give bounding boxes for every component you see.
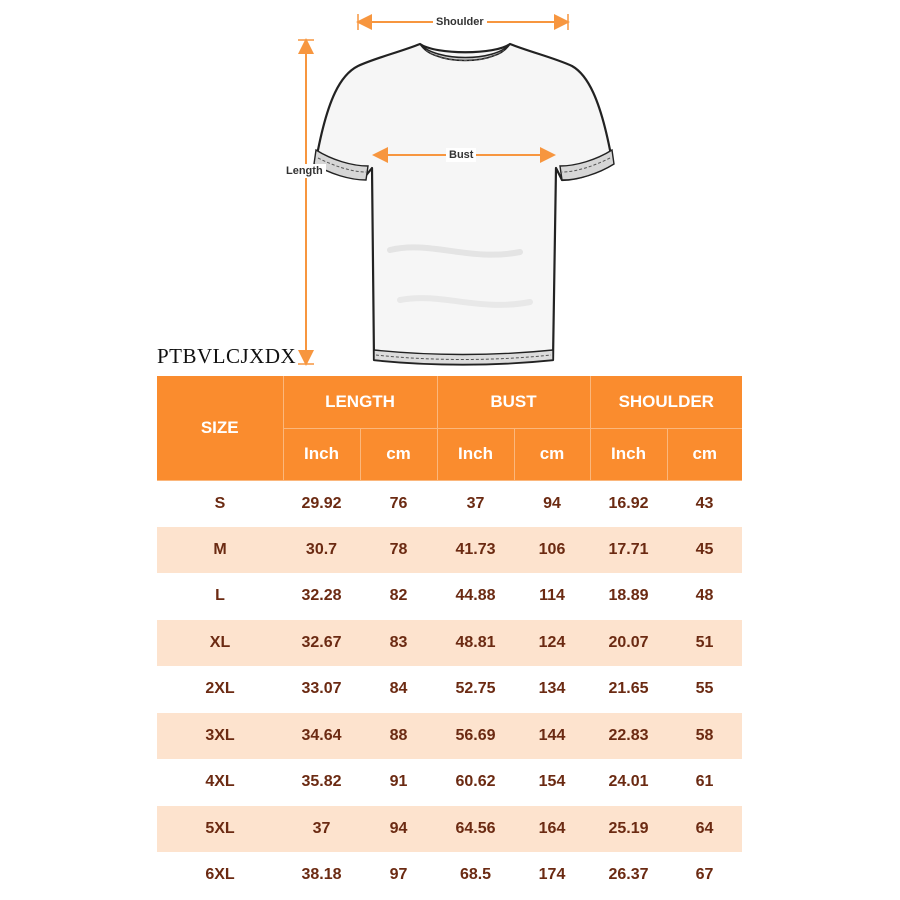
measurement-cell: 48 <box>695 587 714 605</box>
measurement-cell: 55 <box>695 680 714 698</box>
size-cell: XL <box>209 633 231 651</box>
length-header: LENGTH <box>283 376 437 428</box>
measurement-cell: 33.07 <box>301 680 342 698</box>
measurement-cell: 29.92 <box>301 494 342 512</box>
measurement-cell: 58 <box>695 726 714 744</box>
unit-header: Inch <box>590 428 667 480</box>
measurement-cell: 174 <box>538 866 566 884</box>
shoulder-label: Shoulder <box>433 15 487 29</box>
measurement-cell: 67 <box>695 866 714 884</box>
unit-header: cm <box>360 428 437 480</box>
table-row <box>157 573 742 620</box>
measurement-cell: 17.71 <box>608 540 649 558</box>
measurement-cell: 35.82 <box>301 773 342 791</box>
unit-header: cm <box>514 428 590 480</box>
measurement-cell: 32.28 <box>301 587 342 605</box>
measurement-cell: 16.92 <box>608 494 649 512</box>
measurement-cell: 45 <box>695 540 714 558</box>
table-row <box>157 852 742 899</box>
measurement-cell: 144 <box>538 726 566 744</box>
size-cell: 6XL <box>205 866 235 884</box>
measurement-cell: 18.89 <box>608 587 649 605</box>
measurement-cell: 51 <box>695 633 714 651</box>
size-rows <box>157 480 742 899</box>
table-row <box>157 806 742 853</box>
measurement-cell: 26.37 <box>608 866 649 884</box>
measurement-cell: 134 <box>538 680 566 698</box>
measurement-cell: 41.73 <box>455 540 496 558</box>
measurement-cell: 76 <box>389 494 408 512</box>
size-cell: 3XL <box>205 726 235 744</box>
table-row <box>157 620 742 667</box>
table-row <box>157 480 742 527</box>
length-label: Length <box>283 164 326 178</box>
measurement-cell: 97 <box>389 866 408 884</box>
unit-header: Inch <box>437 428 514 480</box>
measurement-cell: 52.75 <box>455 680 496 698</box>
measurement-cell: 32.67 <box>301 633 342 651</box>
measurement-cell: 64.56 <box>455 819 496 837</box>
size-cell: 2XL <box>205 680 235 698</box>
measurement-cell: 78 <box>389 540 408 558</box>
measurement-cell: 44.88 <box>455 587 496 605</box>
measurement-cell: 164 <box>538 819 566 837</box>
measurement-cell: 60.62 <box>455 773 496 791</box>
measurement-cell: 154 <box>538 773 566 791</box>
tshirt-shape <box>314 44 614 365</box>
measurement-cell: 61 <box>695 773 714 791</box>
measurement-cell: 30.7 <box>305 540 338 558</box>
measurement-cell: 25.19 <box>608 819 649 837</box>
size-table <box>157 376 742 899</box>
measurement-cell: 82 <box>389 587 408 605</box>
measurement-cell: 56.69 <box>455 726 496 744</box>
measurement-cell: 24.01 <box>608 773 649 791</box>
measurement-cell: 38.18 <box>301 866 342 884</box>
size-cell: L <box>215 587 225 605</box>
measurement-cell: 37 <box>466 494 485 512</box>
measurement-cell: 91 <box>389 773 408 791</box>
table-row <box>157 666 742 713</box>
measurement-cell: 48.81 <box>455 633 496 651</box>
size-header: SIZE <box>157 376 283 480</box>
measurement-cell: 88 <box>389 726 408 744</box>
measurement-cell: 94 <box>389 819 408 837</box>
measurement-cell: 64 <box>695 819 714 837</box>
measurement-cell: 106 <box>538 540 566 558</box>
measurement-cell: 34.64 <box>301 726 342 744</box>
size-cell: M <box>213 540 227 558</box>
unit-header: cm <box>667 428 742 480</box>
measurement-cell: 83 <box>389 633 408 651</box>
tshirt-illustration <box>0 0 900 375</box>
unit-header: Inch <box>283 428 360 480</box>
table-row <box>157 527 742 574</box>
measurement-cell: 37 <box>312 819 331 837</box>
measurement-cell: 68.5 <box>459 866 492 884</box>
size-cell: 4XL <box>205 773 235 791</box>
table-row <box>157 713 742 760</box>
measurement-cell: 21.65 <box>608 680 649 698</box>
size-cell: 5XL <box>205 819 235 837</box>
bust-label: Bust <box>446 148 476 162</box>
measurement-cell: 124 <box>538 633 566 651</box>
brand-name: PTBVLCJXDX <box>157 344 297 368</box>
measurement-cell: 22.83 <box>608 726 649 744</box>
table-row <box>157 759 742 806</box>
measurement-cell: 94 <box>543 494 561 512</box>
measurement-cell: 114 <box>539 587 565 605</box>
measurement-cell: 43 <box>695 494 714 512</box>
tshirt-diagram <box>0 0 900 375</box>
measurement-cell: 84 <box>389 680 408 698</box>
size-cell: S <box>214 494 226 512</box>
shoulder-header: SHOULDER <box>590 376 742 428</box>
bust-header: BUST <box>437 376 590 428</box>
measurement-cell: 20.07 <box>608 633 649 651</box>
